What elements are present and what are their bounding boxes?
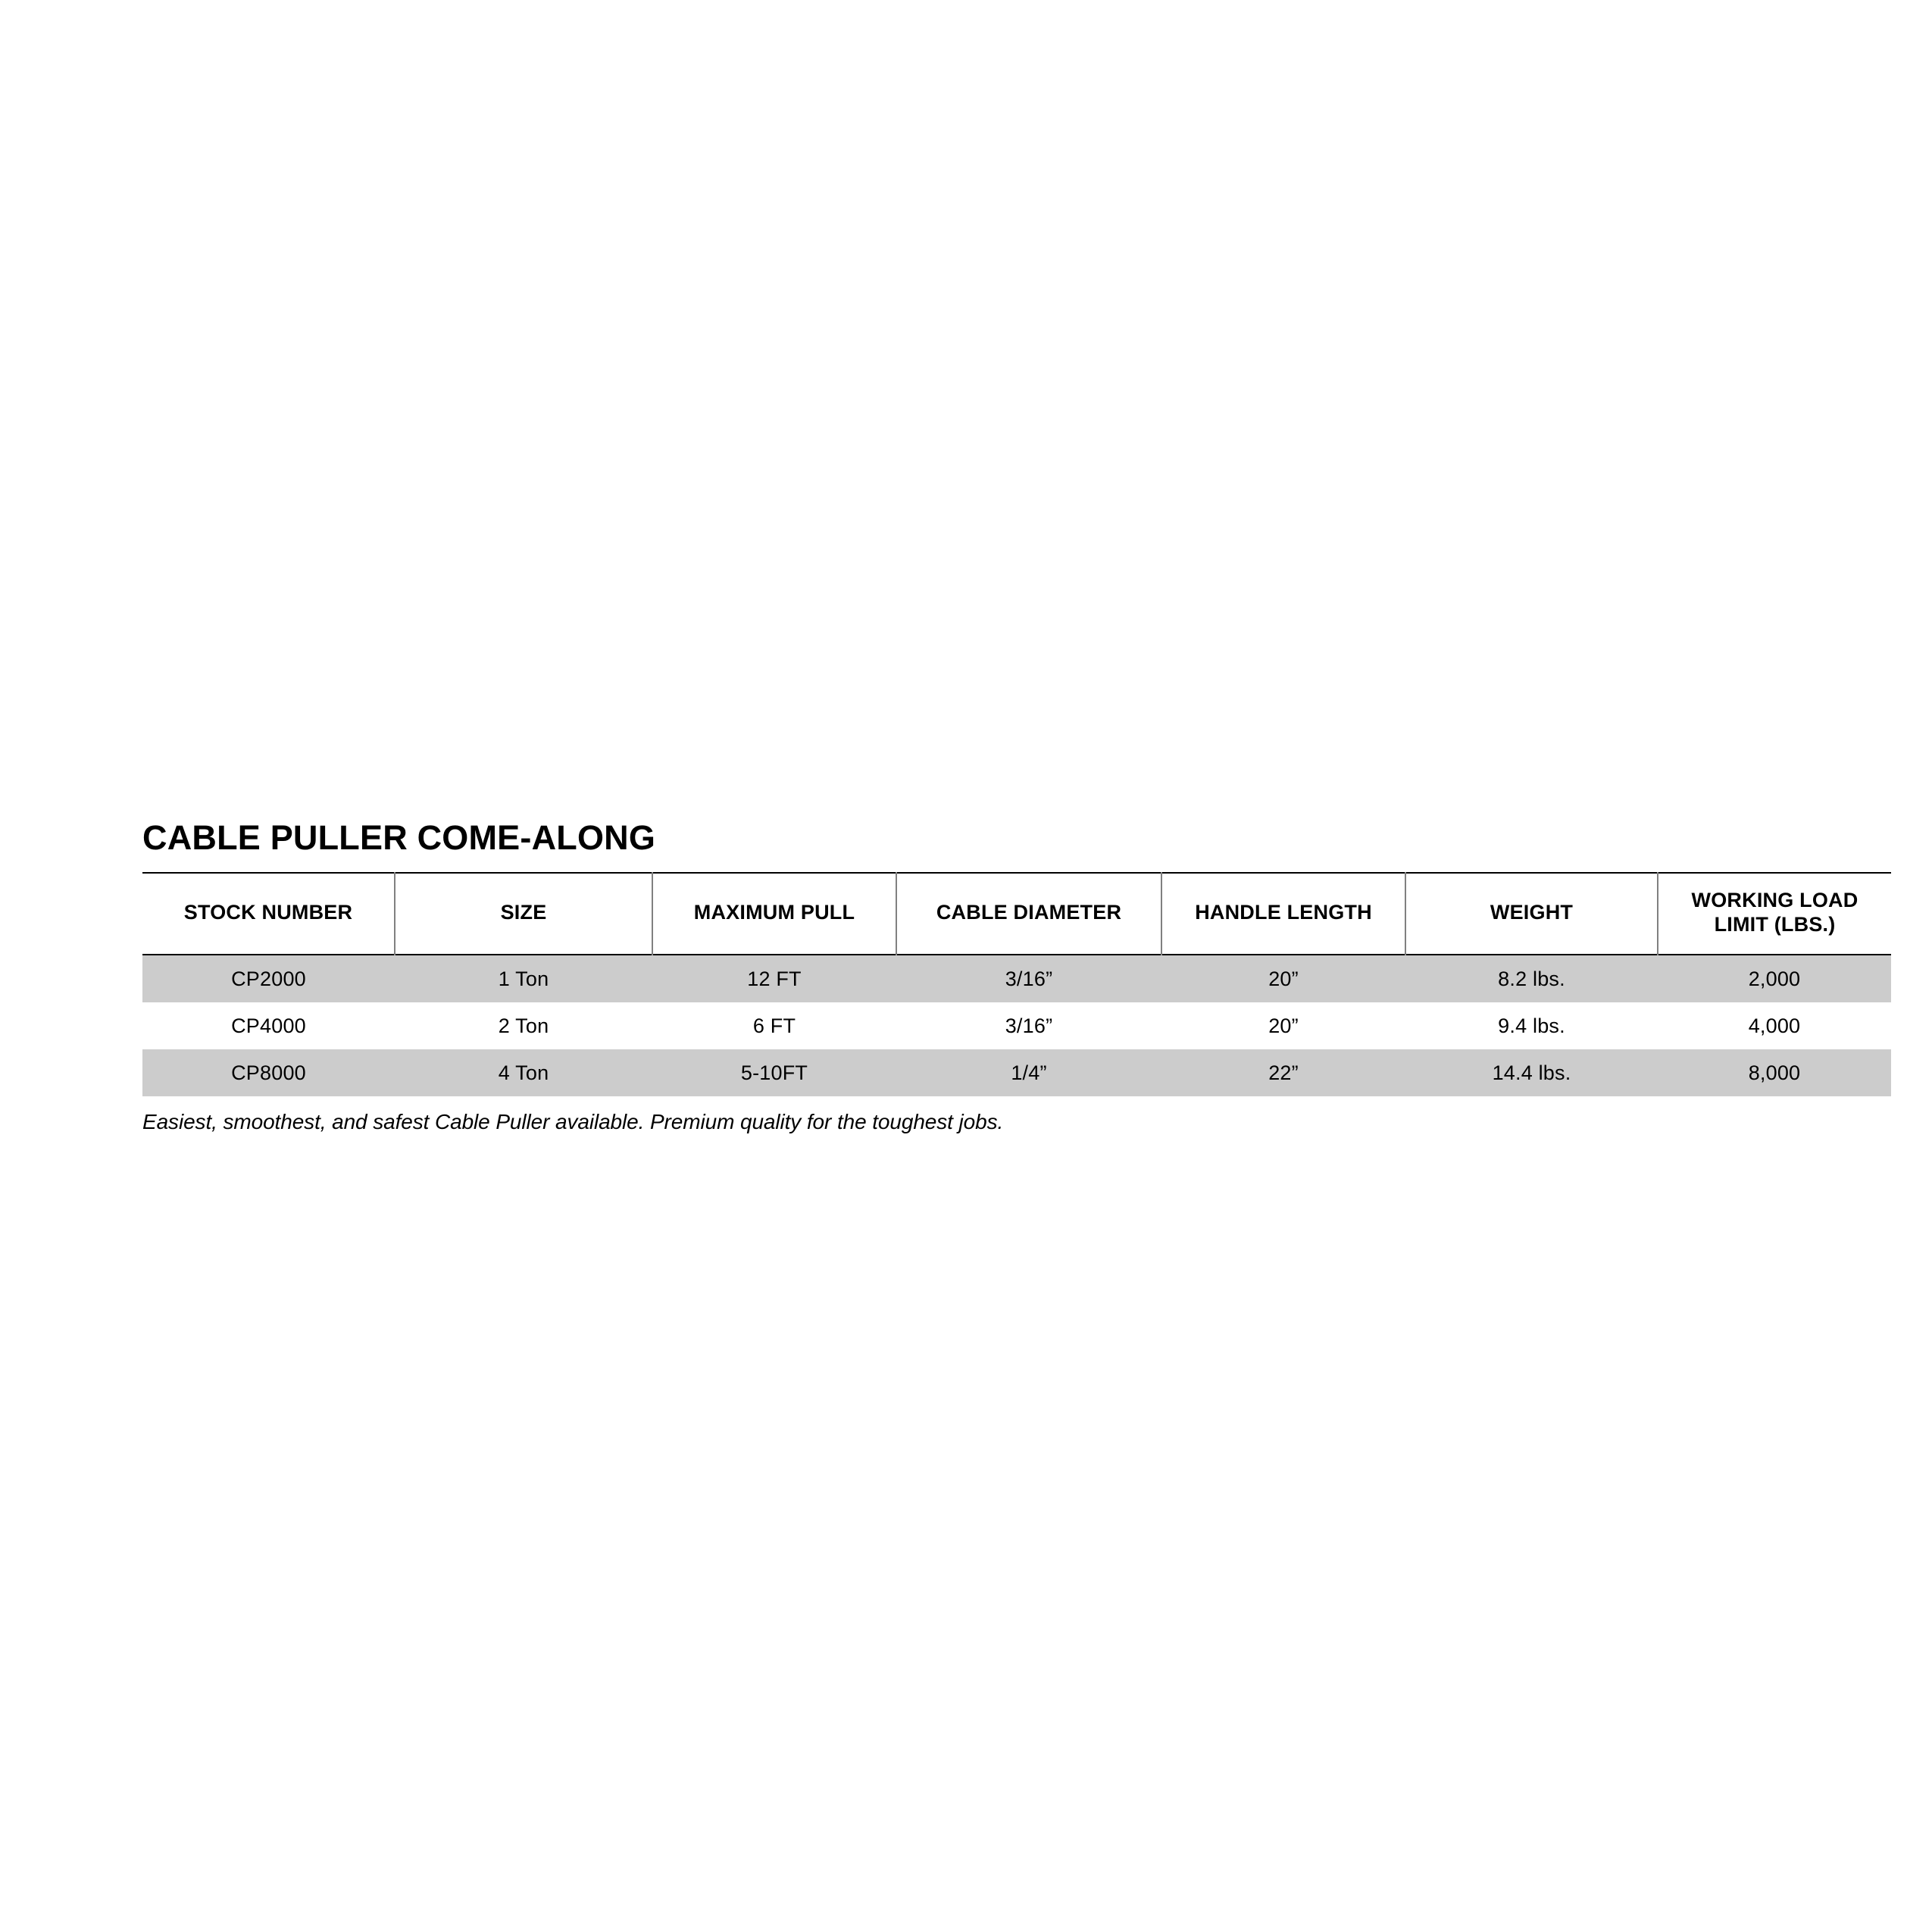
cell-weight: 8.2 lbs.	[1405, 955, 1658, 1002]
column-header-handle-length: HANDLE LENGTH	[1161, 873, 1405, 955]
spec-sheet	[142, 820, 1908, 1134]
cell-maximum-pull: 12 FT	[652, 955, 896, 1002]
cell-weight: 14.4 lbs.	[1405, 1049, 1658, 1096]
table-row	[142, 1049, 1891, 1096]
column-header-working-load-limit: WORKING LOAD LIMIT (LBS.)	[1658, 873, 1891, 955]
cell-working-load-limit: 4,000	[1658, 1002, 1891, 1049]
cell-size: 1 Ton	[395, 955, 652, 1002]
cell-handle-length: 20”	[1161, 1002, 1405, 1049]
cell-size: 4 Ton	[395, 1049, 652, 1096]
cell-maximum-pull: 5-10FT	[652, 1049, 896, 1096]
cell-working-load-limit: 8,000	[1658, 1049, 1891, 1096]
footnote-text: Easiest, smoothest, and safest Cable Puller available. Premium quality for the toughest jobs.	[142, 1110, 1004, 1134]
cell-maximum-pull: 6 FT	[652, 1002, 896, 1049]
cell-cable-diameter: 3/16”	[896, 1002, 1161, 1049]
table-body	[142, 955, 1891, 1096]
column-header-maximum-pull: MAXIMUM PULL	[652, 873, 896, 955]
cell-handle-length: 22”	[1161, 1049, 1405, 1096]
table-row	[142, 955, 1891, 1002]
cell-handle-length: 20”	[1161, 955, 1405, 1002]
cell-working-load-limit: 2,000	[1658, 955, 1891, 1002]
cell-cable-diameter: 3/16”	[896, 955, 1161, 1002]
column-header-size: SIZE	[395, 873, 652, 955]
table-header	[142, 873, 1891, 955]
cell-size: 2 Ton	[395, 1002, 652, 1049]
table-row	[142, 1002, 1891, 1049]
cell-stock-number: CP2000	[142, 955, 395, 1002]
page-title: CABLE PULLER COME-ALONG	[142, 818, 656, 857]
cell-stock-number: CP8000	[142, 1049, 395, 1096]
cell-stock-number: CP4000	[142, 1002, 395, 1049]
column-header-weight: WEIGHT	[1405, 873, 1658, 955]
table-header-row	[142, 873, 1891, 955]
column-header-cable-diameter: CABLE DIAMETER	[896, 873, 1161, 955]
column-header-stock-number: STOCK NUMBER	[142, 873, 395, 955]
cell-weight: 9.4 lbs.	[1405, 1002, 1658, 1049]
cell-cable-diameter: 1/4”	[896, 1049, 1161, 1096]
specifications-table	[142, 872, 1891, 1096]
